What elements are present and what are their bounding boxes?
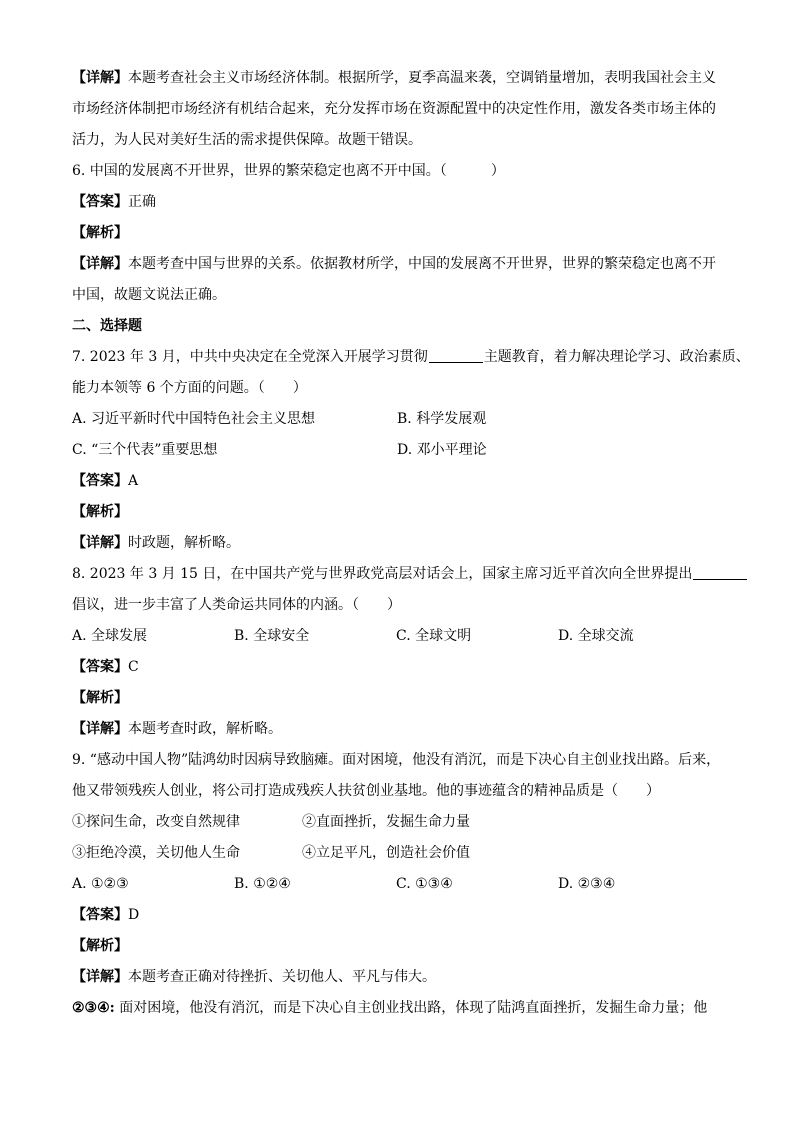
q7-option-a: A. 习近平新时代中国特色社会主义思想 (72, 411, 316, 427)
detail-tag: 【详解】 (72, 70, 128, 86)
detail-tag: 【详解】 (72, 535, 128, 551)
q7-answer: 【答案】A (72, 473, 139, 489)
q9-option-c: C. ①③④ (396, 876, 453, 892)
fill-blank (693, 565, 747, 580)
section-title: 二、选择题 (72, 318, 142, 334)
q8-options-row (72, 621, 722, 652)
q8-analysis-tag: 【解析】 (72, 690, 128, 706)
q9-option-b: B. ①②④ (234, 876, 291, 892)
q8-answer: 【答案】C (72, 659, 139, 675)
q9-explanation: ②③④: 面对困境，他没有消沉，而是下决心自主创业找出路，体现了陆鸿直面挫折，发掘生命力量；他 (72, 1000, 708, 1016)
q7-analysis-tag: 【解析】 (72, 504, 128, 520)
q9-items-row-1 (72, 807, 722, 838)
q9-item-3: ③拒绝冷漠，关切他人生命 (72, 845, 240, 861)
detail-tag: 【详解】 (72, 256, 128, 272)
q8-stem-line-1: 8. 2023 年 3 月 15 日，在中国共产党与世界政党高层对话会上，国家主席习近平首次向全世界提出 (72, 559, 722, 590)
q9-detail: 【详解】本题考查正确对待挫折、关切他人、平凡与伟大。 (72, 969, 436, 985)
q7-options-row-2 (72, 435, 722, 466)
q9-options-row (72, 869, 722, 900)
detail-tag: 【详解】 (72, 969, 128, 985)
q9-item-4: ④立足平凡，创造社会价值 (302, 845, 470, 861)
q8-detail: 【详解】本题考查时政，解析略。 (72, 721, 282, 737)
q7-stem-line-1: 7. 2023 年 3 月，中共中央决定在全党深入开展学习贯彻 主题教育，着力解决理论学习、政治素质、 (72, 349, 750, 365)
q8-option-b: B. 全球安全 (234, 628, 310, 644)
q8-option-d: D. 全球交流 (558, 628, 634, 644)
q9-stem-line-2: 他又带领残疾人创业，将公司打造成残疾人扶贫创业基地。他的事迹蕴含的精神品质是（ ） (72, 783, 660, 799)
fill-blank (429, 348, 483, 363)
q5-detail-line-2: 市场经济体制把市场经济有机结合起来，充分发挥市场在资源配置中的决定性作用，激发各类市场主体的 (72, 101, 716, 117)
q5-detail-line-3: 活力，为人民对美好生活的需求提供保障。故题干错误。 (72, 132, 422, 148)
q6-stem: 6. 中国的发展离不开世界，世界的繁荣稳定也离不开中国。（ ） (72, 163, 505, 179)
q6-detail-line-2: 中国，故题文说法正确。 (72, 287, 226, 303)
answer-tag: 【答案】 (72, 907, 128, 923)
q7-options-row-1 (72, 404, 722, 435)
q9-analysis-tag: 【解析】 (72, 938, 128, 954)
q9-option-d: D. ②③④ (558, 876, 616, 892)
q8-option-c: C. 全球文明 (396, 628, 472, 644)
q7-detail: 【详解】时政题，解析略。 (72, 535, 240, 551)
q6-detail-line-1: 【详解】本题考查中国与世界的关系。依据教材所学，中国的发展离不开世界，世界的繁荣稳定也离不开 (72, 256, 716, 272)
q6-analysis-tag: 【解析】 (72, 225, 128, 241)
q9-items-row-2 (72, 838, 722, 869)
q7-option-d: D. 邓小平理论 (397, 442, 487, 458)
q7-option-c: C. “三个代表”重要思想 (72, 442, 218, 458)
answer-tag: 【答案】 (72, 659, 128, 675)
detail-tag: 【详解】 (72, 721, 128, 737)
answer-tag: 【答案】 (72, 194, 128, 210)
q8-option-a: A. 全球发展 (72, 628, 148, 644)
q9-answer: 【答案】D (72, 907, 140, 923)
q8-stem-line-2: 倡议，进一步丰富了人类命运共同体的内涵。（ ） (72, 597, 401, 613)
q9-explanation-label: ②③④: (72, 1000, 115, 1016)
q9-option-a: A. ①②③ (72, 876, 129, 892)
q7-stem-line-2: 能力本领等 6 个方面的问题。（ ） (72, 380, 307, 396)
q9-item-1: ①探问生命，改变自然规律 (72, 814, 240, 830)
q9-stem-line-1: 9. “感动中国人物”陆鸿幼时因病导致脑瘫。面对困境，他没有消沉，而是下决心自主创业找出路。后来， (72, 752, 721, 768)
q7-option-b: B. 科学发展观 (397, 411, 487, 427)
q6-answer: 【答案】正确 (72, 194, 156, 210)
q9-item-2: ②直面挫折，发掘生命力量 (302, 814, 470, 830)
q5-detail-line-1: 【详解】本题考查社会主义市场经济体制。根据所学，夏季高温来袭，空调销量增加，表明我国社会主义 (72, 70, 716, 86)
answer-tag: 【答案】 (72, 473, 128, 489)
